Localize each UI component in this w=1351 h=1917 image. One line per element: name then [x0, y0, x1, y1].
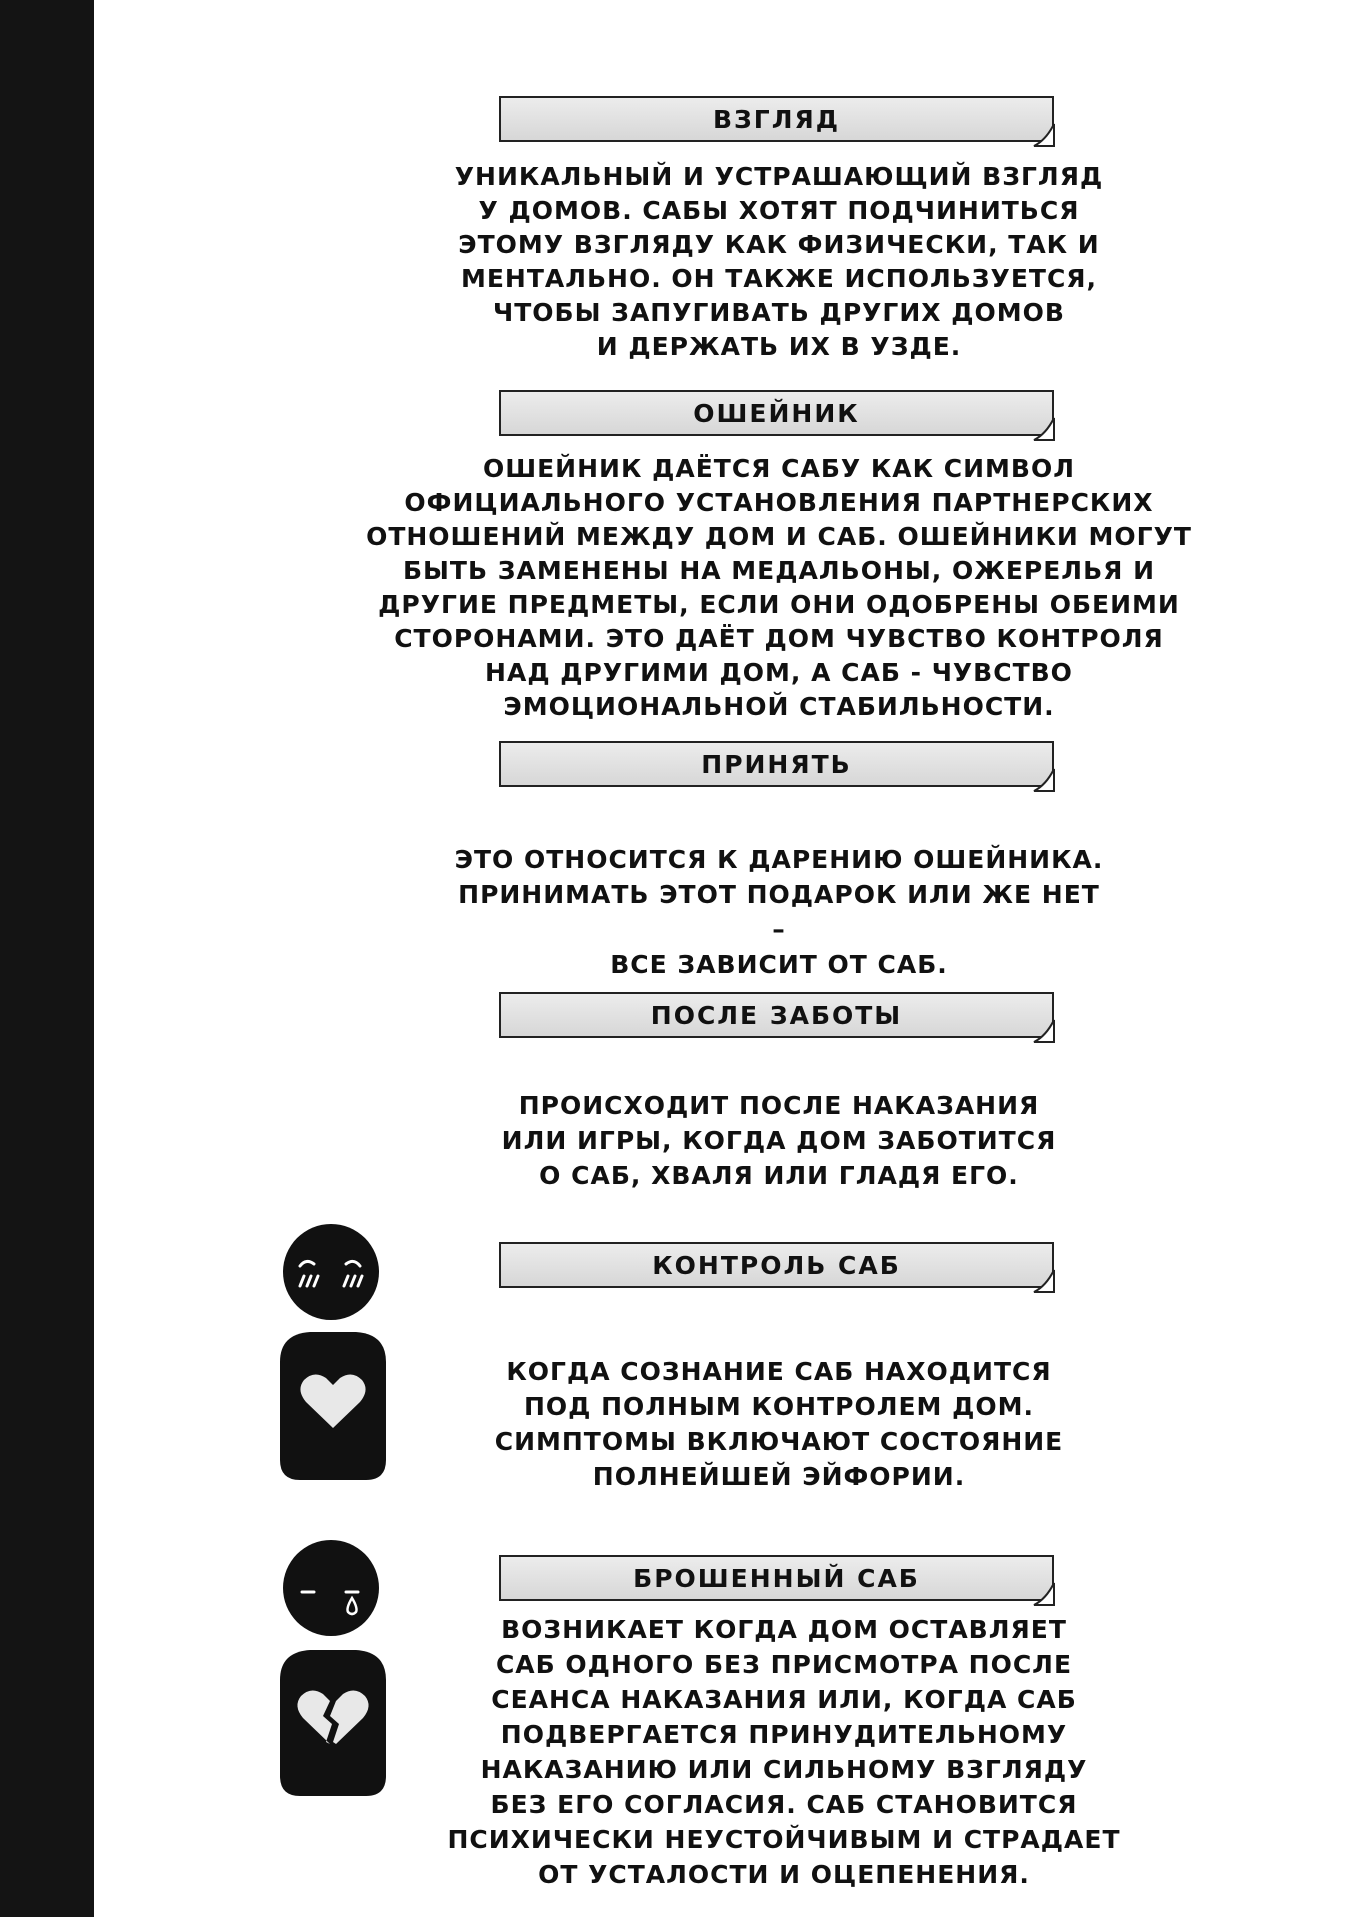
section-banner-aftercare — [499, 992, 1054, 1044]
page-curl-icon — [1032, 1577, 1058, 1607]
section-banner-gaze — [499, 96, 1054, 148]
section-body: КОГДА СОЗНАНИЕ САБ НАХОДИТСЯ ПОД ПОЛНЫМ КОНТРОЛЕМ ДОМ. СИМПТОМЫ ВКЛЮЧАЮТ СОСТОЯНИЕ ПОЛНЕЙШЕЙ ЭЙФОРИИ. — [494, 1357, 1064, 1491]
section-heading: БРОШЕННЫЙ САБ — [633, 1563, 920, 1593]
section-heading: ОШЕЙНИК — [693, 398, 860, 428]
page-curl-icon — [1032, 412, 1058, 442]
book-spine-shadow — [0, 0, 94, 1917]
happy-figure-with-heart-icon — [260, 1222, 410, 1482]
section-banner-sub-control — [499, 1242, 1054, 1294]
section-banner-collar — [499, 390, 1054, 442]
page-curl-icon — [1032, 118, 1058, 148]
section-banner-accept — [499, 741, 1054, 793]
section-body: ЭТО ОТНОСИТСЯ К ДАРЕНИЮ ОШЕЙНИКА. ПРИНИМАТЬ ЭТОТ ПОДАРОК ИЛИ ЖЕ НЕТ – ВСЕ ЗАВИСИТ ОТ САБ. — [454, 845, 1104, 979]
section-body: ВОЗНИКАЕТ КОГДА ДОМ ОСТАВЛЯЕТ САБ ОДНОГО БЕЗ ПРИСМОТРА ПОСЛЕ СЕАНСА НАКАЗАНИЯ ИЛИ, КОГДА САБ ПОДВЕРГАЕТСЯ ПРИНУДИТЕЛЬНОМУ НАКАЗАНИЮ ИЛИ СИЛЬНОМУ ВЗГЛЯДУ БЕЗ ЕГО СОГЛАСИЯ. САБ СТАНОВИТСЯ ПСИХИЧЕСКИ НЕУСТОЙЧИВЫМ И СТРАДАЕТ ОТ УСТАЛОСТИ И ОЦЕПЕНЕНИЯ. — [447, 1615, 1121, 1889]
section-heading: ПРИНЯТЬ — [701, 749, 852, 779]
page-curl-icon — [1032, 1014, 1058, 1044]
page-curl-icon — [1032, 763, 1058, 793]
section-heading: ВЗГЛЯД — [712, 104, 841, 134]
section-body: ПРОИСХОДИТ ПОСЛЕ НАКАЗАНИЯ ИЛИ ИГРЫ, КОГДА ДОМ ЗАБОТИТСЯ О САБ, ХВАЛЯ ИЛИ ГЛАДЯ ЕГО. — [501, 1091, 1057, 1190]
section-banner-sub-drop — [499, 1555, 1054, 1607]
section-heading: ПОСЛЕ ЗАБОТЫ — [650, 1000, 903, 1030]
section-body: УНИКАЛЬНЫЙ И УСТРАШАЮЩИЙ ВЗГЛЯД У ДОМОВ. САБЫ ХОТЯТ ПОДЧИНИТЬСЯ ЭТОМУ ВЗГЛЯДУ КАК ФИЗИЧЕСКИ, ТАК И МЕНТАЛЬНО. ОН ТАКЖЕ ИСПОЛЬЗУЕТСЯ, ЧТОБЫ ЗАПУГИВАТЬ ДРУГИХ ДОМОВ И ДЕРЖАТЬ ИХ В УЗДЕ. — [454, 162, 1104, 361]
crying-figure-with-broken-heart-icon — [260, 1536, 410, 1798]
page-curl-icon — [1032, 1264, 1058, 1294]
section-heading: КОНТРОЛЬ САБ — [652, 1250, 901, 1280]
page — [94, 0, 1351, 1917]
section-body: ОШЕЙНИК ДАЁТСЯ САБУ КАК СИМВОЛ ОФИЦИАЛЬНОГО УСТАНОВЛЕНИЯ ПАРТНЕРСКИХ ОТНОШЕНИЙ МЕЖДУ ДОМ И САБ. ОШЕЙНИКИ МОГУТ БЫТЬ ЗАМЕНЕНЫ НА МЕДАЛЬОНЫ, ОЖЕРЕЛЬЯ И ДРУГИЕ ПРЕДМЕТЫ, ЕСЛИ ОНИ ОДОБРЕНЫ ОБЕИМИ СТОРОНАМИ. ЭТО ДАЁТ ДОМ ЧУВСТВО КОНТРОЛЯ НАД ДРУГИМИ ДОМ, А САБ - ЧУВСТВО ЭМОЦИОНАЛЬНОЙ СТАБИЛЬНОСТИ. — [366, 454, 1192, 721]
